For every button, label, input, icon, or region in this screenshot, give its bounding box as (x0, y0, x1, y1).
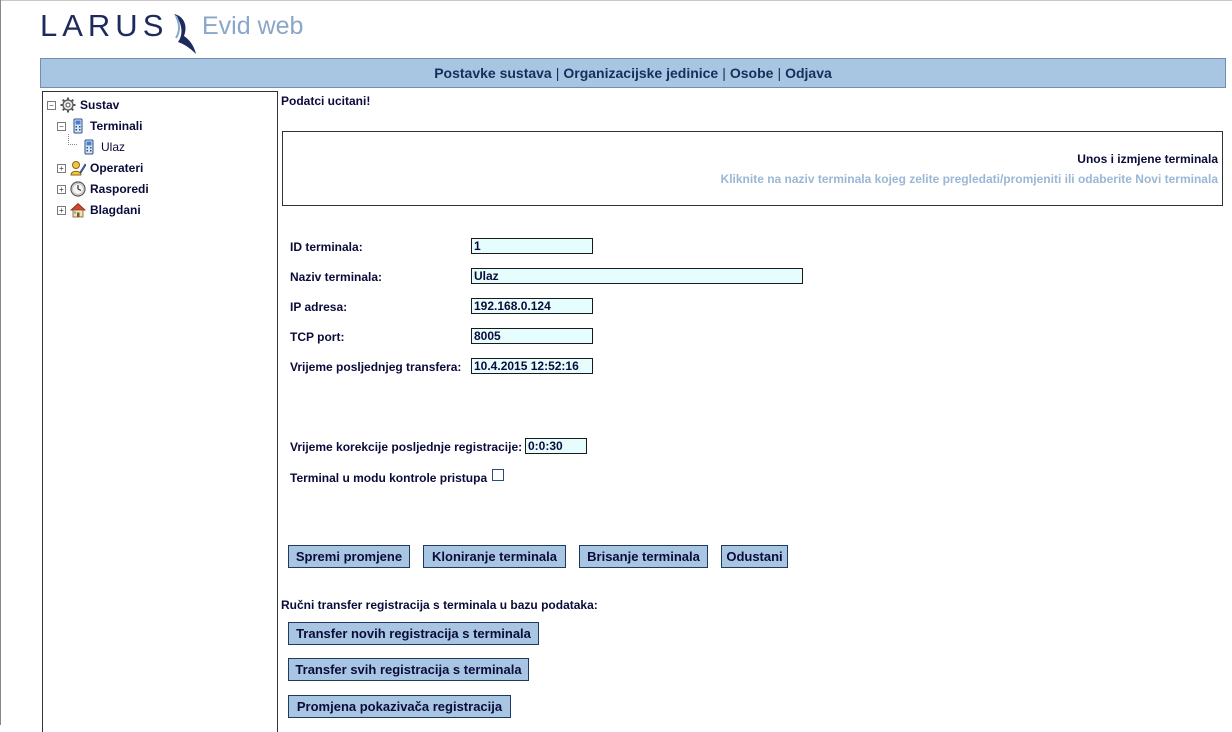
tree-node-sustav[interactable] (47, 97, 119, 113)
access-mode-label: Terminal u modu kontrole pristupa (290, 471, 488, 485)
nav-separator: | (777, 65, 782, 81)
info-subtitle: Kliknite na naziv terminala kojeg zelite pregledati/promjeniti ili odaberite Novi terminala (720, 172, 1218, 186)
id-field[interactable] (471, 238, 593, 254)
tree-node-operateri[interactable] (57, 160, 143, 176)
logo-brand: LARUS (40, 8, 169, 43)
tree-node-blagdani[interactable] (57, 202, 141, 218)
expand-icon[interactable]: + (57, 185, 66, 194)
bird-logo-icon (170, 10, 200, 56)
operator-user-icon (70, 160, 86, 176)
port-label: TCP port: (290, 330, 345, 344)
ip-field[interactable] (471, 298, 593, 314)
transfer-all-button[interactable]: Transfer svih registracija s terminala (288, 658, 529, 681)
expand-icon[interactable]: + (57, 164, 66, 173)
tree-label-blagdani[interactable]: Blagdani (90, 203, 141, 217)
collapse-icon[interactable]: − (57, 122, 66, 131)
info-title: Unos i izmjene terminala (1077, 152, 1218, 166)
tree-label-ulaz[interactable]: Ulaz (101, 140, 126, 154)
tree-branch-line (68, 134, 77, 145)
save-button[interactable]: Spremi promjene (288, 545, 410, 568)
tree-label-rasporedi[interactable]: Rasporedi (90, 182, 149, 196)
transfer-time-field[interactable] (471, 358, 593, 374)
tree-node-rasporedi[interactable] (57, 181, 149, 197)
collapse-icon[interactable]: − (47, 101, 56, 110)
tree-node-terminali[interactable] (57, 118, 142, 134)
status-message: Podatci ucitani! (281, 94, 371, 108)
correction-field[interactable] (525, 438, 587, 454)
tree-label-operateri[interactable]: Operateri (90, 161, 144, 175)
window-left-border (0, 0, 1, 725)
app-logo (40, 6, 340, 56)
tree-node-ulaz[interactable] (81, 139, 125, 155)
port-field[interactable] (471, 328, 593, 344)
nav-postavke-sustava[interactable]: Postavke sustava (434, 65, 552, 81)
terminal-device-icon (81, 139, 97, 155)
content-divider (277, 91, 278, 731)
cancel-button[interactable]: Odustani (721, 545, 788, 568)
top-navigation (40, 58, 1226, 88)
name-label: Naziv terminala: (290, 270, 383, 284)
access-mode-checkbox[interactable] (492, 469, 504, 481)
clock-icon (70, 181, 86, 197)
logo-product: Evid web (202, 12, 304, 40)
tree-label-sustav[interactable]: Sustav (80, 98, 120, 112)
info-panel (282, 131, 1223, 206)
expand-icon[interactable]: + (57, 206, 66, 215)
nav-separator: | (722, 65, 726, 81)
delete-button[interactable]: Brisanje terminala (579, 545, 708, 568)
transfer-new-button[interactable]: Transfer novih registracija s terminala (288, 622, 539, 645)
transfer-time-label: Vrijeme posljednjeg transfera: (290, 360, 462, 374)
window-top-border (0, 0, 1232, 1)
ip-label: IP adresa: (290, 300, 348, 314)
nav-odjava[interactable]: Odjava (785, 65, 832, 81)
house-icon (70, 202, 86, 218)
id-label: ID terminala: (290, 240, 363, 254)
correction-label: Vrijeme korekcije posljednje registracije: (290, 440, 523, 454)
nav-osobe[interactable]: Osobe (729, 65, 774, 81)
terminal-device-icon (70, 118, 86, 134)
nav-separator: | (555, 65, 560, 81)
clone-button[interactable]: Kloniranje terminala (423, 545, 566, 568)
tree-sidebar (42, 91, 278, 732)
name-field[interactable] (471, 268, 803, 284)
tree-label-terminali[interactable]: Terminali (90, 119, 143, 133)
nav-organizacijske-jedinice[interactable]: Organizacijske jedinice (563, 65, 719, 81)
gear-icon (60, 97, 76, 113)
transfer-heading: Ručni transfer registracija s terminala u bazu podataka: (281, 598, 598, 612)
pointer-change-button[interactable]: Promjena pokazivača registracija (288, 695, 511, 718)
